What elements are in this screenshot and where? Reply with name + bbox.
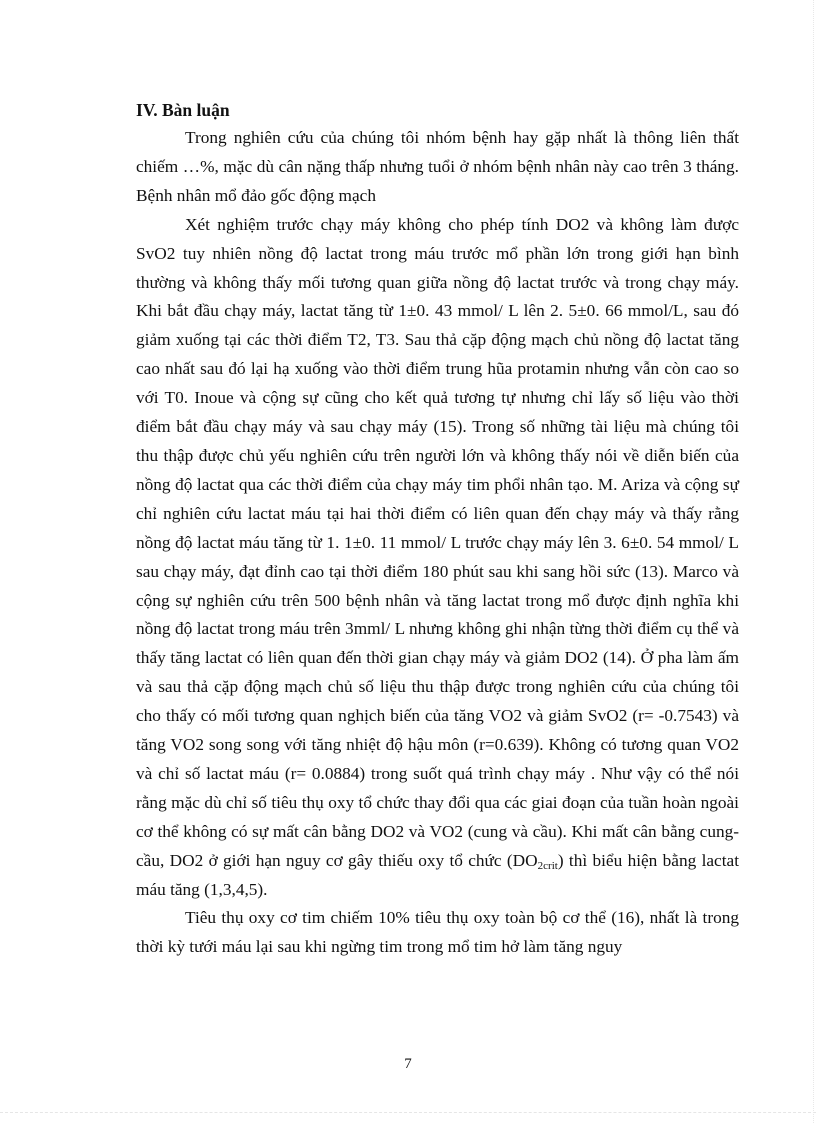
paragraph-2-tail: ) thì biểu hiện bằng lactat máu tăng (1,3,4,5). (136, 850, 739, 899)
paragraph-1: Trong nghiên cứu của chúng tôi nhóm bệnh hay gặp nhất là thông liên thất chiếm …%, mặc dù cân nặng thấp nhưng tuổi ở nhóm bệnh nhân này cao trên 3 tháng. Bệnh nhân mổ đảo gốc động mạch (136, 128, 739, 205)
section-heading: IV. Bàn luận (136, 100, 230, 120)
right-margin-divider (813, 0, 814, 1123)
paragraph-3: Tiêu thụ oxy cơ tim chiếm 10% tiêu thụ oxy toàn bộ cơ thể (16), nhất là trong thời kỳ tưới máu lại sau khi ngừng tim trong mổ tim hở làm tăng nguy (136, 908, 739, 957)
page-number: 7 (404, 1056, 412, 1072)
paragraph-2-text: Xét nghiệm trước chạy máy không cho phép tính DO2 và không làm được SvO2 tuy nhiên nồng độ lactat trong máu trước mổ phần lớn trong giới hạn bình thường và không thấy mối tương quan giữa nồng độ lactat trước và trong chạy máy. Khi bắt đầu chạy máy, lactat tăng từ 1±0. 43 mmol/ L lên 2. 5±0. 66 mmol/L, sau đó giảm xuống tại các thời điểm T2, T3. Sau thả cặp động mạch chủ nồng độ lactat tăng cao nhất sau đó lại hạ xuống vào thời điểm trung hũa protamin nhưng vẫn còn cao so với T0. Inoue và cộng sự cũng cho kết quả tương tự nhưng chỉ lấy số liệu vào thời điểm bắt đầu chạy máy và sau chạy máy (15). Trong số những tài liệu mà chúng tôi thu thập được chủ yếu nghiên cứu trên người lớn và không thấy nói về diễn biến của nồng độ lactat qua các thời điểm của chạy máy tim phổi nhân tạo. M. Ariza và cộng sự chỉ nghiên cứu lactat máu tại hai thời điểm có liên quan đến chạy máy và thấy rằng nồng độ lactat máu tăng từ 1. 1±0. 11 mmol/ L trước chạy máy lên 3. 6±0. 54 mmol/ L sau chạy máy, đạt đỉnh cao tại thời điểm 180 phút sau khi sang hồi sức (13). Marco và cộng sự nghiên cứu trên 500 bệnh nhân và tăng lactat trong mổ được định nghĩa khi nồng độ lactat trong máu trên 3mml/ L nhưng không ghi nhận từng thời điểm cụ thể và thấy tăng lactat có liên quan đến thời gian chạy máy và giảm DO2 (14). Ở pha làm ấm và sau thả cặp động mạch chủ số liệu thu thập được trong nghiên cứu của chúng tôi cho thấy có mối tương quan nghịch biến của tăng VO2 và giảm SvO2 (r= -0.7543) và tăng VO2 song song với tăng nhiệt độ hậu môn (r=0.639). Không có tương quan VO2 và chỉ số lactat máu (r= 0.0884) trong suốt quá trình chạy máy . Như vậy có thể nói rằng mặc dù chỉ số tiêu thụ oxy tổ chức thay đổi qua các giai đoạn của tuần hoàn ngoài cơ thể không có sự mất cân bằng DO2 và VO2 (cung và cầu). Khi mất cân bằng cung-cầu, DO2 ở giới hạn nguy cơ gây thiếu oxy tổ chức (DO (136, 214, 739, 870)
paragraph-2-subscript: 2crit (537, 859, 558, 872)
bottom-divider (0, 1112, 816, 1113)
body-text (136, 124, 739, 962)
paragraph-2 (136, 211, 739, 905)
